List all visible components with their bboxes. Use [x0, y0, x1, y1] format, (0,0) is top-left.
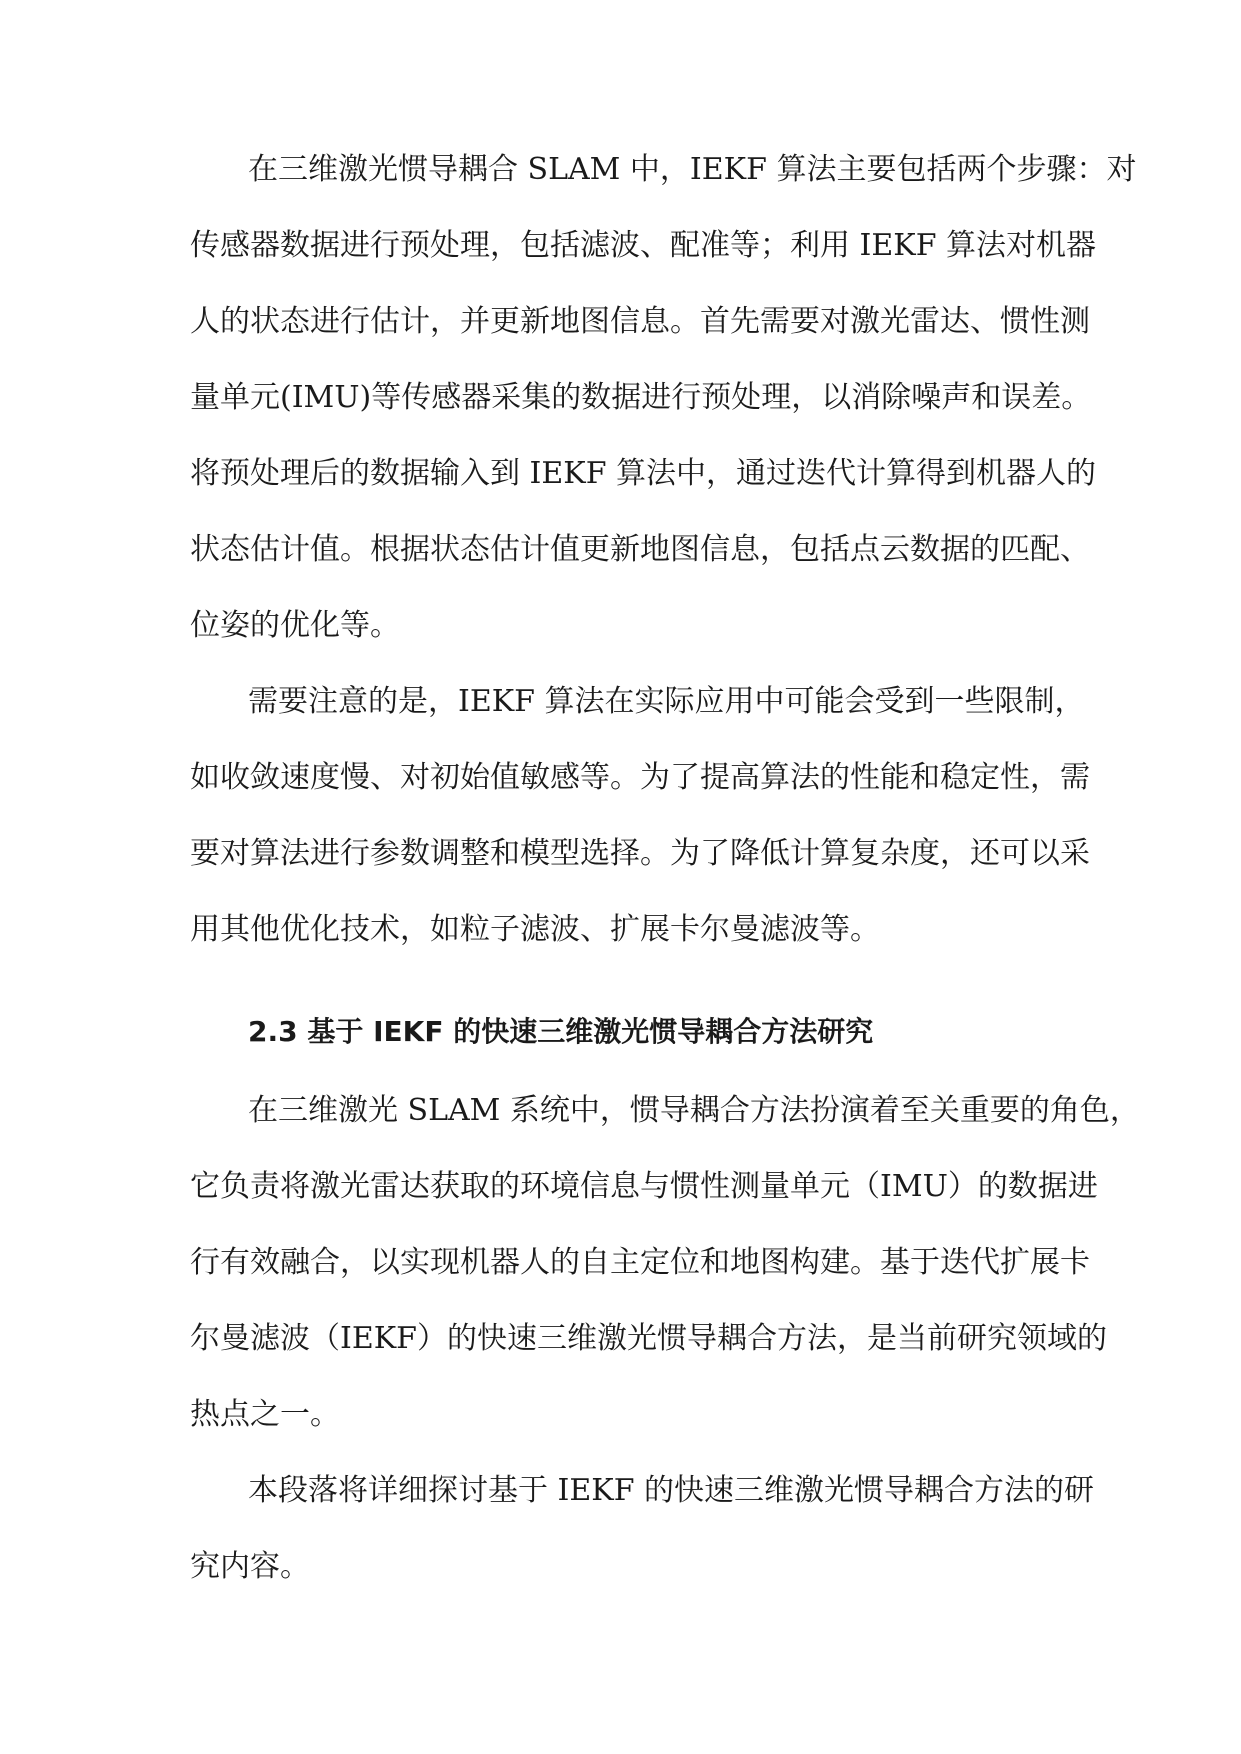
paragraph-3-line-4: 尔曼滤波（IEKF）的快速三维激光惯导耦合方法，是当前研究领域的	[190, 1321, 1107, 1356]
paragraph-2-line-2: 如收敛速度慢、对初始值敏感等。为了提高算法的性能和稳定性，需	[190, 760, 1090, 795]
paragraph-3-line-2: 它负责将激光雷达获取的环境信息与惯性测量单元（IMU）的数据进	[190, 1169, 1098, 1204]
paragraph-3-line-1: 在三维激光 SLAM 系统中，惯导耦合方法扮演着至关重要的角色，	[248, 1093, 1140, 1128]
paragraph-2-line-3: 要对算法进行参数调整和模型选择。为了降低计算复杂度，还可以采	[190, 836, 1090, 871]
paragraph-4-line-1: 本段落将详细探讨基于 IEKF 的快速三维激光惯导耦合方法的研	[248, 1473, 1095, 1508]
paragraph-1-line-2: 传感器数据进行预处理，包括滤波、配准等；利用 IEKF 算法对机器	[190, 228, 1097, 263]
paragraph-3-line-5: 热点之一。	[190, 1397, 340, 1432]
paragraph-3-line-3: 行有效融合，以实现机器人的自主定位和地图构建。基于迭代扩展卡	[190, 1245, 1090, 1280]
paragraph-1-line-5: 将预处理后的数据输入到 IEKF 算法中，通过迭代计算得到机器人的	[190, 456, 1097, 491]
paragraph-4-line-2: 究内容。	[190, 1549, 310, 1584]
paragraph-1-line-3: 人的状态进行估计，并更新地图信息。首先需要对激光雷达、惯性测	[190, 304, 1090, 339]
paragraph-1-line-1: 在三维激光惯导耦合 SLAM 中，IEKF 算法主要包括两个步骤：对	[248, 152, 1137, 187]
paragraph-1-line-4: 量单元(IMU)等传感器采集的数据进行预处理，以消除噪声和误差。	[190, 380, 1092, 415]
section-heading: 2.3 基于 IEKF 的快速三维激光惯导耦合方法研究	[248, 1015, 874, 1048]
paragraph-2-line-4: 用其他优化技术，如粒子滤波、扩展卡尔曼滤波等。	[190, 912, 880, 947]
paragraph-1-line-7: 位姿的优化等。	[190, 608, 400, 643]
paragraph-2-line-1: 需要注意的是，IEKF 算法在实际应用中可能会受到一些限制，	[248, 684, 1085, 719]
paragraph-1-line-6: 状态估计值。根据状态估计值更新地图信息，包括点云数据的匹配、	[190, 532, 1090, 567]
